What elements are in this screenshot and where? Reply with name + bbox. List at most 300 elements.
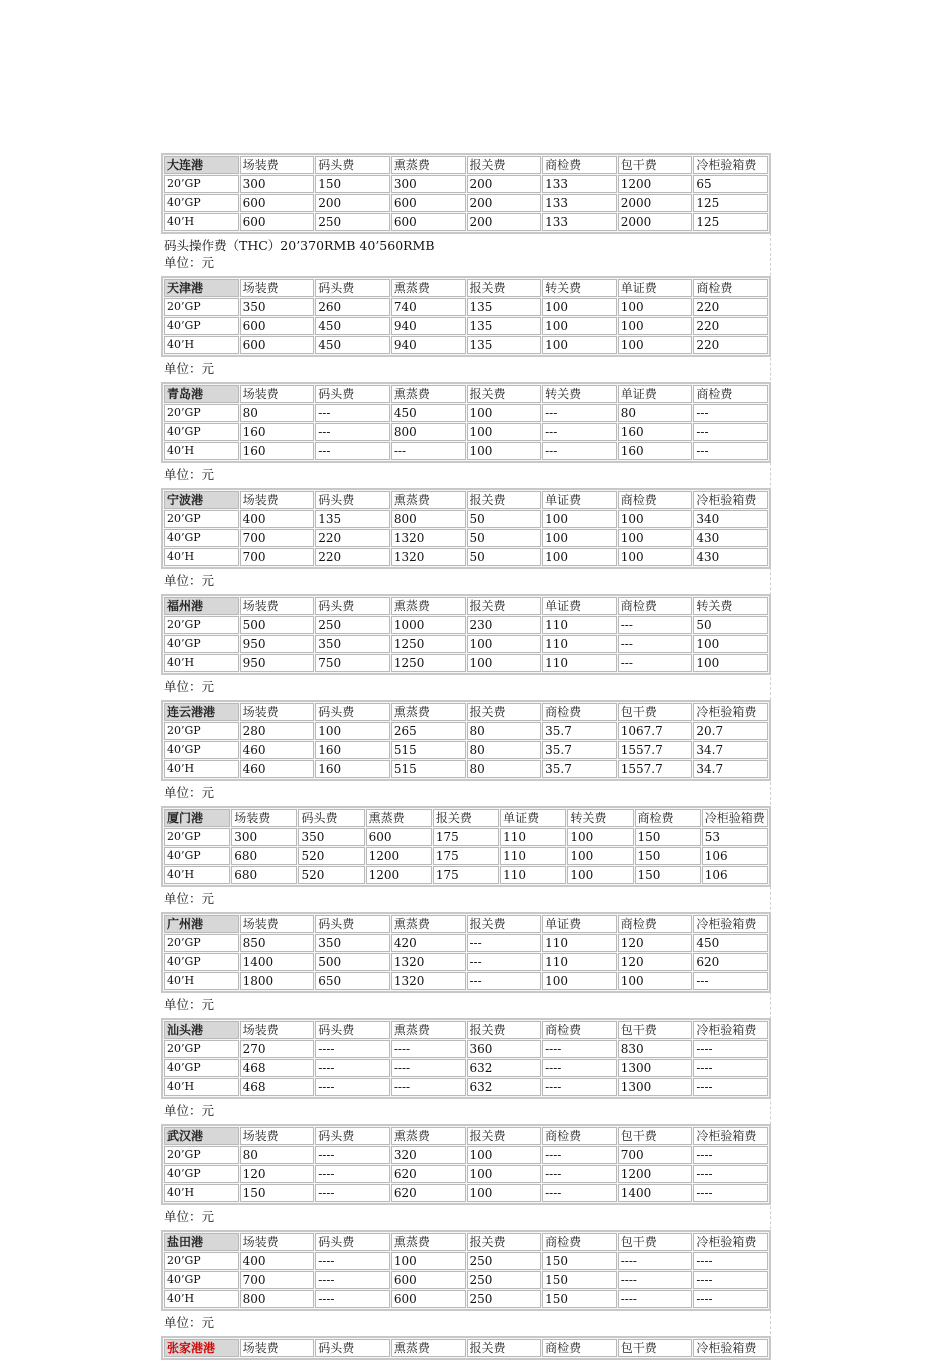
- column-header: 商检费: [618, 597, 693, 615]
- column-header: 转关费: [542, 279, 617, 297]
- fee-cell: 280: [240, 722, 315, 740]
- container-type-cell: 40’H: [164, 1290, 239, 1308]
- fee-cell: 200: [315, 194, 390, 212]
- table-row: [164, 635, 768, 653]
- fee-cell: 468: [240, 1059, 315, 1077]
- fee-cell: 340: [693, 510, 768, 528]
- fee-cell: 940: [391, 317, 466, 335]
- column-header: 冷柜验箱费: [693, 156, 768, 174]
- fee-cell: 1300: [618, 1078, 693, 1096]
- column-header: 包干费: [618, 703, 693, 721]
- fee-cell: 135: [467, 336, 542, 354]
- table-row: [164, 1252, 768, 1270]
- table-row: [164, 1165, 768, 1183]
- fee-cell: 106: [702, 866, 768, 884]
- column-header: 熏蒸费: [366, 809, 432, 827]
- container-type-cell: 40’H: [164, 336, 239, 354]
- column-header: 商检费: [693, 279, 768, 297]
- fee-cell: 175: [433, 866, 499, 884]
- column-header: 码头费: [315, 1233, 390, 1251]
- table-row: [164, 616, 768, 634]
- fee-cell: ----: [315, 1271, 390, 1289]
- column-header: 包干费: [618, 156, 693, 174]
- table-row: [164, 548, 768, 566]
- fee-cell: 250: [315, 213, 390, 231]
- fee-cell: ---: [315, 442, 390, 460]
- fee-cell: 800: [391, 510, 466, 528]
- unit-note: 单位：元: [164, 679, 215, 694]
- column-header: 场装费: [240, 156, 315, 174]
- table-row: [164, 1078, 768, 1096]
- fee-cell: 468: [240, 1078, 315, 1096]
- fee-cell: 250: [467, 1271, 542, 1289]
- fee-cell: 1200: [618, 175, 693, 193]
- fee-cell: ----: [693, 1040, 768, 1058]
- fee-cell: 450: [693, 934, 768, 952]
- fee-cell: ---: [542, 442, 617, 460]
- table-row: [164, 1146, 768, 1164]
- fee-cell: 100: [542, 529, 617, 547]
- fee-cell: ---: [467, 953, 542, 971]
- column-header: 包干费: [618, 1339, 693, 1357]
- container-type-cell: 20’GP: [164, 722, 239, 740]
- container-type-cell: 40’H: [164, 213, 239, 231]
- column-header: 报关费: [467, 703, 542, 721]
- fee-cell: 460: [240, 741, 315, 759]
- column-header: 报关费: [467, 915, 542, 933]
- column-header: 冷柜验箱费: [702, 809, 768, 827]
- fee-cell: 1200: [366, 866, 432, 884]
- column-header: 转关费: [567, 809, 633, 827]
- fee-cell: 100: [567, 847, 633, 865]
- fee-cell: 150: [542, 1271, 617, 1289]
- column-header: 冷柜验箱费: [693, 915, 768, 933]
- port-block: [161, 912, 771, 1012]
- fee-cell: ---: [542, 404, 617, 422]
- fee-table: [161, 1018, 771, 1099]
- fee-cell: 600: [366, 828, 432, 846]
- table-row: [164, 972, 768, 990]
- port-block: [161, 1336, 771, 1360]
- column-header: 单证费: [542, 915, 617, 933]
- fee-cell: 100: [467, 423, 542, 441]
- fee-cell: 35.7: [542, 741, 617, 759]
- fee-cell: 100: [467, 1165, 542, 1183]
- fee-cell: 830: [618, 1040, 693, 1058]
- fee-cell: ----: [542, 1078, 617, 1096]
- container-type-cell: 20’GP: [164, 828, 230, 846]
- fee-cell: 320: [391, 1146, 466, 1164]
- table-row: [164, 404, 768, 422]
- container-type-cell: 40’GP: [164, 1271, 239, 1289]
- fee-cell: 50: [467, 529, 542, 547]
- fee-cell: ----: [693, 1271, 768, 1289]
- fee-cell: 100: [542, 317, 617, 335]
- fee-cell: ----: [693, 1078, 768, 1096]
- column-header: 码头费: [315, 279, 390, 297]
- column-header: 熏蒸费: [391, 385, 466, 403]
- fee-cell: 1250: [391, 654, 466, 672]
- fee-cell: 150: [635, 847, 701, 865]
- column-header: 包干费: [618, 1021, 693, 1039]
- fee-cell: 34.7: [693, 760, 768, 778]
- port-block: [161, 594, 771, 694]
- fee-cell: 400: [240, 1252, 315, 1270]
- fee-cell: 250: [467, 1252, 542, 1270]
- fee-cell: 600: [240, 213, 315, 231]
- column-header: 冷柜验箱费: [693, 1233, 768, 1251]
- table-row: [164, 423, 768, 441]
- table-row: [164, 317, 768, 335]
- fee-cell: 80: [618, 404, 693, 422]
- fee-cell: ----: [693, 1252, 768, 1270]
- fee-cell: 250: [315, 616, 390, 634]
- fee-cell: ----: [391, 1040, 466, 1058]
- column-header: 码头费: [298, 809, 364, 827]
- fee-cell: ---: [618, 616, 693, 634]
- fee-cell: 2000: [618, 213, 693, 231]
- fee-cell: 1400: [240, 953, 315, 971]
- fee-cell: ----: [315, 1040, 390, 1058]
- column-header: 熏蒸费: [391, 279, 466, 297]
- column-header: 码头费: [315, 491, 390, 509]
- fee-cell: 110: [542, 635, 617, 653]
- fee-cell: 133: [542, 175, 617, 193]
- fee-cell: 135: [467, 317, 542, 335]
- fee-cell: 800: [240, 1290, 315, 1308]
- table-row: [164, 1290, 768, 1308]
- column-header: 场装费: [240, 491, 315, 509]
- fee-cell: ----: [693, 1146, 768, 1164]
- column-header: 码头费: [315, 915, 390, 933]
- fee-cell: 125: [693, 213, 768, 231]
- port-block: [161, 1018, 771, 1118]
- port-name-cell: 盐田港: [164, 1233, 239, 1251]
- port-name-cell: 厦门港: [164, 809, 230, 827]
- fee-cell: 700: [240, 1271, 315, 1289]
- column-header: 商检费: [635, 809, 701, 827]
- column-header: 场装费: [240, 385, 315, 403]
- fee-cell: 100: [618, 548, 693, 566]
- fee-cell: 100: [542, 298, 617, 316]
- table-row: [164, 866, 768, 884]
- fee-cell: 100: [467, 1146, 542, 1164]
- container-type-cell: 20’GP: [164, 510, 239, 528]
- fee-cell: 450: [391, 404, 466, 422]
- column-header: 冷柜验箱费: [693, 703, 768, 721]
- unit-note: 单位：元: [164, 785, 215, 800]
- fee-cell: 1200: [618, 1165, 693, 1183]
- fee-cell: 160: [240, 442, 315, 460]
- table-row: [164, 336, 768, 354]
- column-header: 码头费: [315, 156, 390, 174]
- column-header: 单证费: [500, 809, 566, 827]
- fee-cell: 125: [693, 194, 768, 212]
- fee-cell: 160: [315, 741, 390, 759]
- fee-cell: ----: [315, 1184, 390, 1202]
- column-header: 商检费: [693, 385, 768, 403]
- column-header: 场装费: [240, 1021, 315, 1039]
- fee-cell: 600: [391, 1271, 466, 1289]
- fee-cell: 50: [467, 548, 542, 566]
- column-header: 场装费: [240, 1127, 315, 1145]
- port-block: [161, 153, 771, 270]
- column-header: 场装费: [240, 279, 315, 297]
- port-block: [161, 806, 771, 906]
- table-row: [164, 741, 768, 759]
- fee-cell: 100: [542, 510, 617, 528]
- column-header: 商检费: [618, 491, 693, 509]
- table-row: [164, 1271, 768, 1289]
- fee-cell: 100: [618, 298, 693, 316]
- port-block: [161, 488, 771, 588]
- container-type-cell: 20’GP: [164, 298, 239, 316]
- fee-cell: ----: [618, 1271, 693, 1289]
- container-type-cell: 40’GP: [164, 635, 239, 653]
- container-type-cell: 40’GP: [164, 529, 239, 547]
- column-header: 商检费: [542, 703, 617, 721]
- fee-cell: 260: [315, 298, 390, 316]
- column-header: 熏蒸费: [391, 156, 466, 174]
- fee-cell: 1067.7: [618, 722, 693, 740]
- fee-cell: 150: [542, 1252, 617, 1270]
- fee-cell: 100: [693, 635, 768, 653]
- fee-cell: 520: [298, 847, 364, 865]
- fee-cell: 80: [240, 404, 315, 422]
- fee-cell: 110: [500, 866, 566, 884]
- fee-cell: 133: [542, 213, 617, 231]
- container-type-cell: 20’GP: [164, 934, 239, 952]
- container-type-cell: 20’GP: [164, 1146, 239, 1164]
- fee-cell: 500: [315, 953, 390, 971]
- fee-cell: ----: [315, 1146, 390, 1164]
- fee-cell: 220: [693, 317, 768, 335]
- container-type-cell: 20’GP: [164, 1252, 239, 1270]
- fee-table: [161, 1124, 771, 1205]
- fee-cell: 400: [240, 510, 315, 528]
- table-row: [164, 1040, 768, 1058]
- fee-cell: ----: [391, 1078, 466, 1096]
- fee-cell: 135: [467, 298, 542, 316]
- fee-cell: ----: [542, 1059, 617, 1077]
- fee-cell: ---: [693, 442, 768, 460]
- container-type-cell: 40’H: [164, 866, 230, 884]
- fee-cell: 1320: [391, 972, 466, 990]
- column-header: 熏蒸费: [391, 1127, 466, 1145]
- fee-cell: 80: [240, 1146, 315, 1164]
- table-row: [164, 828, 768, 846]
- fee-cell: 300: [231, 828, 297, 846]
- fee-cell: 160: [618, 442, 693, 460]
- port-name-cell: 武汉港: [164, 1127, 239, 1145]
- column-header: 熏蒸费: [391, 597, 466, 615]
- fee-cell: 600: [240, 317, 315, 335]
- container-type-cell: 40’GP: [164, 194, 239, 212]
- fee-cell: ----: [542, 1040, 617, 1058]
- container-type-cell: 20’GP: [164, 175, 239, 193]
- fee-cell: 100: [567, 828, 633, 846]
- fee-cell: 2000: [618, 194, 693, 212]
- fee-cell: 100: [618, 510, 693, 528]
- port-block: [161, 700, 771, 800]
- fee-cell: 620: [693, 953, 768, 971]
- unit-note: 单位：元: [164, 361, 215, 376]
- fee-cell: 430: [693, 548, 768, 566]
- fee-cell: 350: [240, 298, 315, 316]
- fee-table: [161, 276, 771, 357]
- table-row: [164, 934, 768, 952]
- container-type-cell: 40’H: [164, 548, 239, 566]
- container-type-cell: 20’GP: [164, 616, 239, 634]
- thc-note: 码头操作费（THC）20’370RMB 40’560RMB: [164, 238, 435, 253]
- fee-cell: ---: [542, 423, 617, 441]
- fee-cell: 35.7: [542, 760, 617, 778]
- fee-cell: 35.7: [542, 722, 617, 740]
- fee-cell: 632: [467, 1059, 542, 1077]
- column-header: 商检费: [542, 1021, 617, 1039]
- fee-table: [161, 912, 771, 993]
- port-block: [161, 1230, 771, 1330]
- fee-cell: 700: [240, 529, 315, 547]
- fee-cell: ----: [315, 1165, 390, 1183]
- table-row: [164, 1184, 768, 1202]
- fee-cell: 1557.7: [618, 760, 693, 778]
- fee-cell: ----: [542, 1146, 617, 1164]
- fee-cell: 220: [693, 336, 768, 354]
- port-block: [161, 382, 771, 482]
- fee-cell: 600: [240, 336, 315, 354]
- fee-cell: 940: [391, 336, 466, 354]
- port-name-cell: 广州港: [164, 915, 239, 933]
- column-header: 场装费: [240, 1233, 315, 1251]
- column-header: 报关费: [467, 1021, 542, 1039]
- fee-cell: 680: [231, 866, 297, 884]
- column-header: 单证费: [618, 279, 693, 297]
- column-header: 商检费: [542, 1127, 617, 1145]
- column-header: 商检费: [618, 915, 693, 933]
- table-header-row: [164, 1233, 768, 1251]
- column-header: 报关费: [467, 279, 542, 297]
- table-header-row: [164, 1021, 768, 1039]
- column-header: 冷柜验箱费: [693, 1339, 768, 1357]
- fee-cell: 100: [618, 317, 693, 335]
- fee-cell: 750: [315, 654, 390, 672]
- column-header: 码头费: [315, 385, 390, 403]
- fee-cell: 515: [391, 760, 466, 778]
- fee-cell: 950: [240, 654, 315, 672]
- column-header: 场装费: [240, 703, 315, 721]
- fee-cell: 120: [240, 1165, 315, 1183]
- column-header: 熏蒸费: [391, 915, 466, 933]
- fee-cell: 110: [500, 847, 566, 865]
- column-header: 报关费: [467, 597, 542, 615]
- container-type-cell: 40’GP: [164, 741, 239, 759]
- fee-cell: ----: [618, 1290, 693, 1308]
- fee-cell: 220: [693, 298, 768, 316]
- fee-cell: ----: [315, 1059, 390, 1077]
- fee-cell: 450: [315, 336, 390, 354]
- fee-cell: 34.7: [693, 741, 768, 759]
- fee-cell: 360: [467, 1040, 542, 1058]
- column-header: 报关费: [467, 1339, 542, 1357]
- fee-cell: ---: [467, 934, 542, 952]
- column-header: 熏蒸费: [391, 491, 466, 509]
- fee-table: [161, 1230, 771, 1311]
- port-name-cell: 福州港: [164, 597, 239, 615]
- fee-cell: 175: [433, 828, 499, 846]
- table-row: [164, 298, 768, 316]
- fee-cell: 100: [315, 722, 390, 740]
- unit-note: 单位：元: [164, 997, 215, 1012]
- column-header: 熏蒸费: [391, 703, 466, 721]
- fee-cell: 135: [315, 510, 390, 528]
- container-type-cell: 40’GP: [164, 1165, 239, 1183]
- fee-cell: 600: [391, 213, 466, 231]
- fee-table: [161, 382, 771, 463]
- fee-cell: 80: [467, 760, 542, 778]
- fee-cell: ----: [542, 1184, 617, 1202]
- fee-cell: ----: [315, 1290, 390, 1308]
- table-row: [164, 175, 768, 193]
- fee-cell: 600: [240, 194, 315, 212]
- container-type-cell: 40’GP: [164, 847, 230, 865]
- fee-cell: ----: [391, 1059, 466, 1077]
- table-header-row: [164, 279, 768, 297]
- fee-cell: 110: [542, 934, 617, 952]
- fee-cell: 100: [467, 1184, 542, 1202]
- container-type-cell: 40’H: [164, 972, 239, 990]
- fee-table: [161, 1336, 771, 1360]
- fee-cell: 110: [542, 654, 617, 672]
- fee-cell: 650: [315, 972, 390, 990]
- fee-cell: 160: [240, 423, 315, 441]
- container-type-cell: 40’H: [164, 1184, 239, 1202]
- fee-cell: 420: [391, 934, 466, 952]
- table-row: [164, 529, 768, 547]
- table-row: [164, 213, 768, 231]
- table-row: [164, 1059, 768, 1077]
- table-row: [164, 953, 768, 971]
- fee-cell: 100: [618, 529, 693, 547]
- column-header: 熏蒸费: [391, 1233, 466, 1251]
- column-header: 单证费: [542, 597, 617, 615]
- container-type-cell: 40’GP: [164, 953, 239, 971]
- port-block: [161, 1124, 771, 1224]
- fee-cell: 1320: [391, 529, 466, 547]
- column-header: 报关费: [467, 156, 542, 174]
- table-header-row: [164, 491, 768, 509]
- fee-cell: 100: [467, 654, 542, 672]
- fee-cell: ---: [618, 635, 693, 653]
- fee-cell: 265: [391, 722, 466, 740]
- column-header: 单证费: [542, 491, 617, 509]
- fee-cell: 150: [635, 828, 701, 846]
- column-header: 场装费: [231, 809, 297, 827]
- unit-note: 单位：元: [164, 255, 215, 270]
- fee-cell: 1320: [391, 548, 466, 566]
- fee-cell: ---: [693, 423, 768, 441]
- fee-cell: 520: [298, 866, 364, 884]
- fee-cell: 950: [240, 635, 315, 653]
- column-header: 场装费: [240, 915, 315, 933]
- fee-cell: 120: [618, 953, 693, 971]
- fee-cell: 100: [618, 972, 693, 990]
- fee-cell: 270: [240, 1040, 315, 1058]
- column-header: 码头费: [315, 703, 390, 721]
- fee-cell: 300: [391, 175, 466, 193]
- fee-cell: ---: [315, 423, 390, 441]
- fee-cell: 150: [240, 1184, 315, 1202]
